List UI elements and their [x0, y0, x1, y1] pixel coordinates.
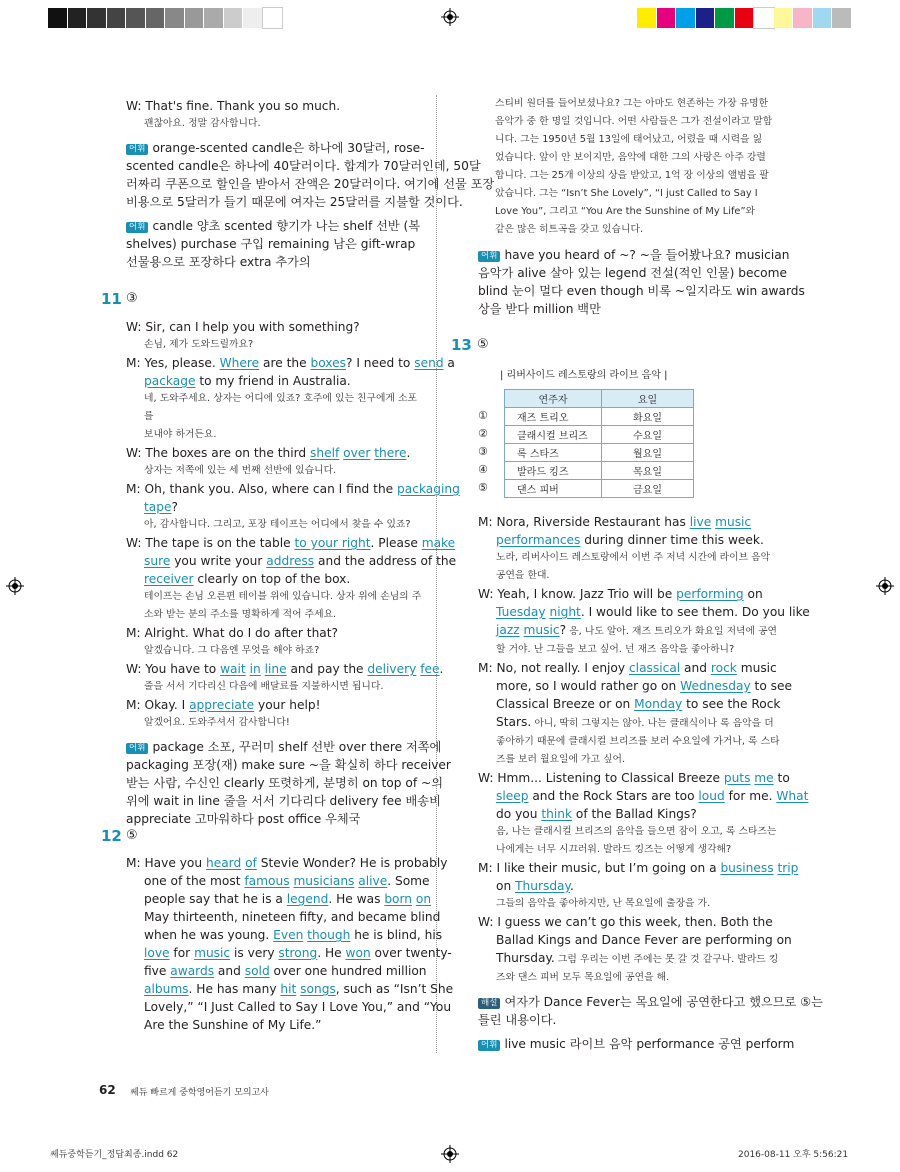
- table-row: 클래시컬 브리즈 수요일: [505, 426, 694, 444]
- dialogue-line: W: I guess we can’t go this week, then. Both the: [478, 915, 773, 929]
- color-swatch: [754, 8, 774, 28]
- dialogue-line: Are the Sunshine of My Life.”: [144, 1018, 322, 1032]
- explanation-line: 틀린 내용이다.: [478, 1013, 557, 1027]
- vocab-tag: 어휘: [126, 743, 148, 754]
- file-name: 쎄듀중학듣기_정답최종.indd 62: [50, 1150, 179, 1160]
- color-swatch: [185, 8, 205, 28]
- dialogue-line: package to my friend in Australia.: [144, 374, 351, 388]
- color-swatch: [224, 8, 244, 28]
- dialogue-line: W: You have to wait in line and pay the delivery fee.: [126, 662, 444, 676]
- translation: 좋아하기 때문에 클래시컬 브리즈를 보러 수요일에 가거나, 록 스타: [496, 736, 780, 747]
- dialogue-line: when he was young. Even though he is blind, his: [144, 928, 443, 942]
- dialogue-line: W: Hmm... Listening to Classical Breeze puts me to: [478, 771, 790, 785]
- registration-mark-icon: [6, 577, 24, 595]
- schedule-table: [504, 389, 694, 498]
- translation: 손님, 제가 도와드릴까요?: [144, 339, 254, 350]
- dialogue-line: M: No, not really. I enjoy classical and rock music: [478, 661, 777, 675]
- translation: 소와 받는 분의 주소를 명확하게 적어 주세요.: [144, 609, 337, 620]
- color-swatch: [676, 8, 696, 28]
- vocab-line: blind 눈이 멀다 even though 비록 ~일지라도 win awards: [478, 284, 805, 298]
- translation: 알겠어요. 도와주셔서 감사합니다!: [144, 717, 290, 728]
- color-swatch: [263, 8, 283, 28]
- q12-vocab: [478, 246, 805, 318]
- dialogue-line: sleep and the Rock Stars are too loud for me. What: [496, 789, 809, 803]
- q11-dialogue: [126, 318, 460, 828]
- vocab-line: 어휘 have you heard of ~? ~을 들어봤나요? musician: [478, 246, 788, 264]
- left-column: [126, 97, 495, 271]
- row-number: ②: [478, 427, 488, 440]
- dialogue-line: tape?: [144, 500, 178, 514]
- question-answer: ⑤: [477, 337, 489, 352]
- cmyk-color-bar: [637, 8, 852, 28]
- vocab-line: 상을 받다 million 백만: [478, 302, 601, 316]
- table-header-row: [505, 390, 694, 408]
- row-number: ①: [478, 409, 488, 422]
- color-swatch: [637, 8, 657, 28]
- color-swatch: [48, 8, 68, 28]
- translation: 할 거야. 난 그들을 보고 싶어. 넌 재즈 음악을 좋아하니?: [496, 644, 735, 655]
- translation: 그들의 음악을 좋아하지만, 난 목요일에 출장을 가.: [496, 898, 711, 909]
- dialogue-line: receiver clearly on top of the box.: [144, 572, 351, 586]
- table-header: 연주자: [505, 390, 602, 408]
- explanation-line: scented candle은 하나에 40달러이다. 합계가 70달러인데, 50달: [126, 159, 481, 173]
- table-header: 요일: [602, 390, 694, 408]
- translation: 상자는 저쪽에 있는 세 번째 선반에 있습니다.: [144, 465, 337, 476]
- translation: 즈를 보러 월요일에 가고 싶어.: [496, 754, 626, 765]
- dialogue-line: M: I like their music, but I’m going on a business trip: [478, 861, 799, 875]
- question-number: 12: [101, 827, 122, 845]
- dialogue-line: jazz music? 응, 나도 알아. 재즈 트리오가 화요일 저녁에 공연: [496, 623, 777, 637]
- vocab-line: shelves) purchase 구입 remaining 남은 gift-wrap: [126, 237, 416, 251]
- color-swatch: [774, 8, 794, 28]
- color-swatch: [165, 8, 185, 28]
- dialogue-line: M: Oh, thank you. Also, where can I find the packaging: [126, 482, 460, 496]
- dialogue-line: May thirteenth, nineteen fifty, and became blind: [144, 910, 441, 924]
- vocab-line: 어휘 candle 양초 scented 향기가 나는 shelf 선반 (복: [126, 217, 426, 235]
- table-row: 댄스 피버 금요일: [505, 480, 694, 498]
- vocab-line: 음악가 alive 살아 있는 legend 전설(적인 인물) become: [478, 266, 787, 280]
- row-number: ⑤: [478, 481, 488, 494]
- question-answer: ③: [126, 291, 138, 306]
- vocab-line: 어휘 live music 라이브 음악 performance 공연 perform: [478, 1035, 788, 1053]
- color-swatch: [793, 8, 813, 28]
- question-number: 11: [101, 290, 122, 308]
- row-number: ④: [478, 463, 488, 476]
- translation: 보내야 하거든요.: [144, 429, 217, 440]
- color-swatch: [715, 8, 735, 28]
- page-number: 62: [99, 1083, 116, 1097]
- explanation-tag: 해설: [478, 998, 500, 1009]
- explanation-line: 러짜리 쿠폰으로 할인을 받아서 잔액은 20달러이다. 여기에 선물 포장: [126, 177, 495, 191]
- vocab-line: packaging 포장(재) make sure ~을 확실히 하다 receiver: [126, 758, 451, 772]
- vocab-line: appreciate 고마워하다 post office 우체국: [126, 812, 361, 826]
- table-title: | 리버사이드 레스토랑의 라이브 음악 |: [500, 370, 668, 381]
- translation: 나에게는 너무 시끄러워. 발라드 킹즈는 어떻게 생각해?: [496, 844, 732, 855]
- dialogue-line: people say that he is a legend. He was born on: [144, 892, 432, 906]
- color-swatch: [204, 8, 224, 28]
- dialogue-line: Ballad Kings and Dance Fever are performing on: [496, 933, 792, 947]
- translation: 알겠습니다. 그 다음엔 무엇을 해야 하죠?: [144, 645, 320, 656]
- dialogue-line: W: The tape is on the table to your right. Please make: [126, 536, 456, 550]
- explanation-line: 어휘 orange-scented candle은 하나에 30달러, rose-: [126, 139, 426, 157]
- book-title: 쎄듀 빠르게 중학영어듣기 모의고사: [130, 1088, 269, 1098]
- vocab-line: 위에 wait in line 줄을 서서 기다리다 delivery fee 배송비: [126, 794, 441, 808]
- translation: 네, 도와주세요. 상자는 어디에 있죠? 호주에 있는 친구에게 소포를: [144, 393, 417, 422]
- translation: 음, 나는 클래시컬 브리즈의 음악을 들으면 잠이 오고, 록 스타즈는: [496, 826, 777, 837]
- dialogue-line: Tuesday night. I would like to see them. Do you like: [496, 605, 810, 619]
- dialogue-line: W: Yeah, I know. Jazz Trio will be performing on: [478, 587, 763, 601]
- q12-translation: 스티비 원더를 들어보셨나요? 그는 아마도 현존하는 가장 유명한 음악가 중 한 명일 것입니다. 어떤 사람들은 그가 전설이라고 말합 니다. 그는 1950년 5월 13일에 태어났고, 어렸을 때 시력을 잃 었습니다. 앞이 안 보이지만, 음악에 대한 그의 사랑은 아주 강렬 합니다. 그는 25개 이상의 상을 받았고, 1억 장 이상의 앨범을 팔 았습니다. 그는 “Isn’t She Lovely”, “I just Called to Say I Love You”, 그리고 “You Are the Sunshine of My Life”와 같은 많은 히트곡을 갖고 있습니다.: [495, 98, 773, 235]
- color-swatch: [87, 8, 107, 28]
- dialogue-line: Classical Breeze or on Monday to see the Rock: [496, 697, 781, 711]
- q12-monologue: [126, 854, 454, 1034]
- color-swatch: [243, 8, 263, 28]
- explanation-tag: 어휘: [126, 144, 148, 155]
- dialogue-line: albums. He has many hit songs, such as “Isn’t She: [144, 982, 454, 996]
- dialogue-line: five awards and sold over one hundred million: [144, 964, 427, 978]
- explanation-line: 해설 여자가 Dance Fever는 목요일에 공연한다고 했으므로 ⑤는: [478, 993, 788, 1011]
- q13-dialogue: [478, 513, 823, 1053]
- color-swatch: [832, 8, 852, 28]
- registration-mark-icon: [876, 577, 894, 595]
- translation: 줄을 서서 기다리신 다음에 배달료를 지불하시면 됩니다.: [144, 681, 384, 692]
- dialogue-line: W: The boxes are on the third shelf over there.: [126, 446, 411, 460]
- dialogue-line: love for music is very strong. He won over twenty-: [144, 946, 452, 960]
- vocab-tag: 어휘: [478, 1040, 500, 1051]
- row-number: ③: [478, 445, 488, 458]
- dialogue-line: M: Okay. I appreciate your help!: [126, 698, 321, 712]
- vocab-line: 선물용으로 포장하다 extra 추가의: [126, 255, 311, 269]
- color-swatch: [107, 8, 127, 28]
- dialogue-line: sure you write your address and the address of the: [144, 554, 457, 568]
- dialogue-line: more, so I would rather go on Wednesday to see: [496, 679, 793, 693]
- print-date: 2016-08-11 오후 5:56:21: [738, 1150, 849, 1160]
- dialogue-line: Lovely,” “I Just Called to Say I Love You,” and “You: [144, 1000, 452, 1014]
- translation: 노라, 리버사이드 레스토랑에서 이번 주 저녁 시간에 라이브 음악: [496, 552, 771, 563]
- dialogue-line: do you think of the Ballad Kings?: [496, 807, 697, 821]
- dialogue-line: M: Yes, please. Where are the boxes? I need to send a: [126, 356, 455, 370]
- vocab-line: 받는 사람, 수신인 clearly 또렷하게, 분명히 on top of ~의: [126, 776, 443, 790]
- dialogue-line: one of the most famous musicians alive. Some: [144, 874, 430, 888]
- question-answer: ⑤: [126, 828, 138, 843]
- translation: 괜찮아요. 정말 감사합니다.: [144, 118, 261, 129]
- dialogue-line: performances during dinner time this week.: [496, 533, 764, 547]
- explanation-line: 비용으로 5달러가 들기 때문에 여자는 25달러를 지불할 것이다.: [126, 195, 463, 209]
- dialogue-line: Stars. 아니, 딱히 그렇지는 않아. 나는 클래식이나 록 음악을 더: [496, 715, 774, 729]
- translation: 테이프는 손님 오른편 테이블 위에 있습니다. 상자 위에 손님의 주: [144, 591, 422, 602]
- dialogue-line: W: Sir, can I help you with something?: [126, 320, 360, 334]
- grayscale-color-bar: [48, 8, 282, 28]
- color-swatch: [735, 8, 755, 28]
- translation: 공연을 한대.: [496, 570, 550, 581]
- vocab-tag: 어휘: [478, 251, 500, 262]
- vocab-tag: 어휘: [126, 222, 148, 233]
- dialogue-line: M: Alright. What do I do after that?: [126, 626, 339, 640]
- translation: 아, 감사합니다. 그리고, 포장 테이프는 어디에서 찾을 수 있죠?: [144, 519, 411, 530]
- dialogue-line: on Thursday.: [496, 879, 574, 893]
- dialogue-line: W: That's fine. Thank you so much.: [126, 99, 341, 113]
- dialogue-line: Thursday. 그럼 우리는 이번 주에는 못 갈 것 같구나. 발라드 킹: [496, 951, 779, 965]
- color-swatch: [813, 8, 833, 28]
- color-swatch: [696, 8, 716, 28]
- translation: 즈와 댄스 피버 모두 목요일에 공연을 해.: [496, 972, 670, 983]
- registration-mark-icon: [441, 8, 459, 26]
- registration-mark-icon: [441, 1145, 459, 1163]
- vocab-line: 어휘 package 소포, 꾸러미 shelf 선반 over there 저쪽에: [126, 738, 426, 756]
- table-row: 록 스타즈 월요일: [505, 444, 694, 462]
- color-swatch: [126, 8, 146, 28]
- color-swatch: [657, 8, 677, 28]
- dialogue-line: M: Nora, Riverside Restaurant has live music: [478, 515, 752, 529]
- question-number: 13: [451, 336, 472, 354]
- dialogue-line: M: Have you heard of Stevie Wonder? He is probably: [126, 856, 448, 870]
- table-row: 재즈 트리오 화요일: [505, 408, 694, 426]
- color-swatch: [68, 8, 88, 28]
- table-row: 발라드 킹즈 목요일: [505, 462, 694, 480]
- color-swatch: [146, 8, 166, 28]
